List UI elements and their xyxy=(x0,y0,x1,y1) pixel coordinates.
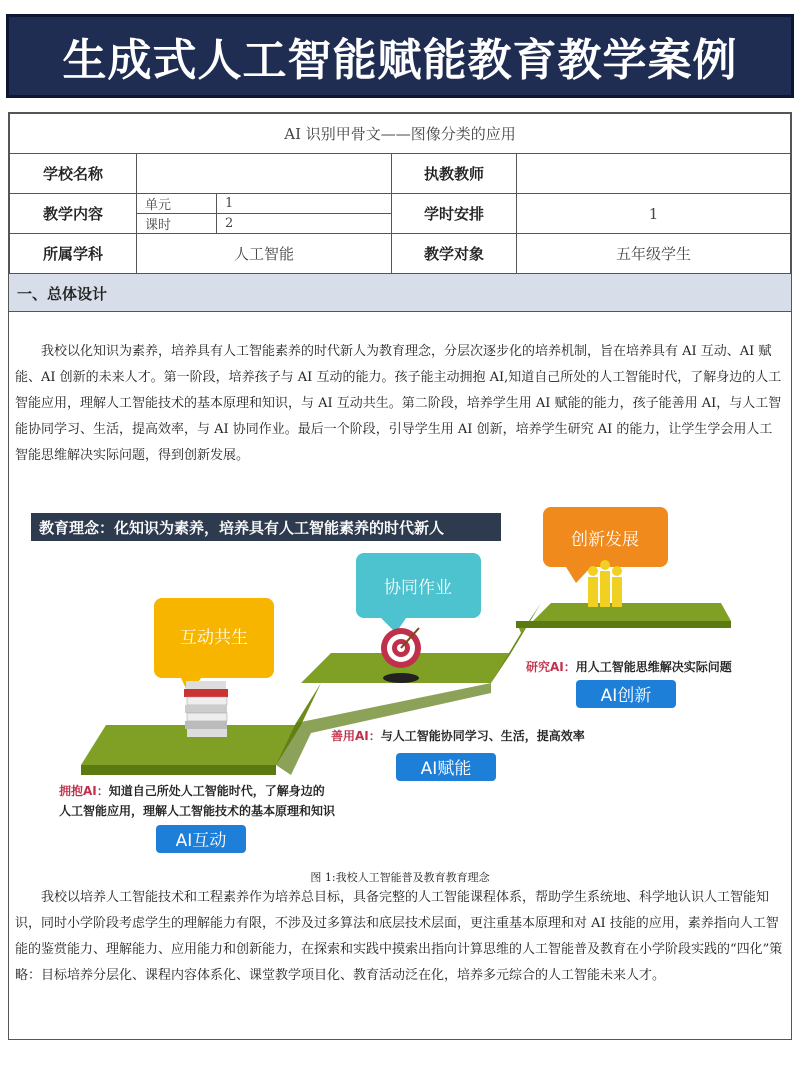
stage2-badge-text: AI赋能 xyxy=(420,759,472,779)
school-label: 学校名称 xyxy=(10,154,137,194)
section-title: 一、总体设计 xyxy=(9,274,791,312)
bubble1-text: 互动共生 xyxy=(180,628,248,648)
stage1-badge-text: AI互动 xyxy=(175,831,227,851)
stage3-text: 用人工智能思维解决实际问题 xyxy=(575,660,732,674)
stage1-key: 拥抱AI： xyxy=(59,784,109,798)
teacher-value xyxy=(517,154,791,194)
bubble3-text: 创新发展 xyxy=(571,530,639,550)
goal-paragraph: 我校以培养人工智能技术和工程素养作为培养总目标，具备完整的人工智能课程体系，帮助学生系统地、科学地认识人工智能知识，同时小学阶段考虑学生的理解能力有限，不涉及过多算法和底层技术层面，更注重基本原理和对 AI 技能的应用，素养指向人工智能的鉴赏能力、理解能力、应用能力和创新能力，在探索和实践中摸索出指向计算思维的人工智能普及教育在小学阶段实践的“四化”策略：目标培养分层化、课程内容体系化、课堂教学项目化、教育活动泛在化，培养多元综合的人工智能未来人才。 xyxy=(15,890,783,983)
content-label: 教学内容 xyxy=(10,194,137,234)
stage3-description xyxy=(525,659,732,674)
stage2-text: 与人工智能协同学习、生活，提高效率 xyxy=(380,729,585,743)
stage3-key: 研究AI： xyxy=(526,660,576,674)
stage3-badge-text: AI创新 xyxy=(600,686,652,706)
figure-headline: 教育理念：化知识为素养，培养具有人工智能素养的时代新人 xyxy=(39,519,445,537)
banner xyxy=(0,0,800,104)
stage1-text-a: 知道自己所处人工智能时代，了解身边的 xyxy=(108,784,325,798)
stage2-description xyxy=(331,728,585,743)
period-label: 课时 xyxy=(137,214,217,234)
bubble-interaction xyxy=(154,598,274,695)
bubble-collaboration xyxy=(356,553,481,633)
target-value: 五年级学生 xyxy=(517,234,791,274)
lesson-title: AI 识别甲骨文——图像分类的应用 xyxy=(10,114,791,154)
books-icon xyxy=(184,681,228,737)
people-icon xyxy=(588,560,622,607)
education-concept-figure xyxy=(21,503,781,863)
teacher-label: 执教教师 xyxy=(392,154,517,194)
target-label: 教学对象 xyxy=(392,234,517,274)
banner-title: 生成式人工智能赋能教育教学案例 xyxy=(62,35,738,86)
unit-label: 单元 xyxy=(137,194,217,214)
hours-label: 学时安排 xyxy=(392,194,517,234)
stage1-description xyxy=(59,783,325,798)
intro-paragraph: 我校以化知识为素养，培养具有人工智能素养的时代新人为教育理念，分层次逐步化的培养机制，旨在培养具有 AI 互动、AI 赋能、AI 创新的未来人才。第一阶段，培养孩子与 AI 互动的能力。孩子能主动拥抱 AI,知道自己所处的人工智能时代，了解身边的人工智能应用，理解人工智能技术的基本原理和知识，与 AI 互动共生。第二阶段，培养学生用 AI 赋能的能力，孩子能善用 AI，与人工智能协同学习、生活，提高效率，与 AI 协同作业。最后一个阶段，引导学生用 AI 创新，培养学生研究 AI 的能力，让学生学会用人工智能思维解决实际问题，得到创新发展。 xyxy=(15,344,782,463)
figure-caption: 图 1:我校人工智能普及教育教育理念 xyxy=(310,871,490,884)
unit-value: 1 xyxy=(217,194,392,214)
stage1-text-b: 人工智能应用，理解人工智能技术的基本原理和知识 xyxy=(59,804,336,818)
lesson-document xyxy=(8,112,792,1040)
stage2-key: 善用AI： xyxy=(331,729,381,743)
subject-label: 所属学科 xyxy=(10,234,137,274)
period-value: 2 xyxy=(217,214,392,234)
bubble2-text: 协同作业 xyxy=(384,578,452,598)
school-value xyxy=(137,154,392,194)
hours-value: 1 xyxy=(517,194,791,234)
lesson-info-table xyxy=(9,113,791,274)
subject-value: 人工智能 xyxy=(137,234,392,274)
